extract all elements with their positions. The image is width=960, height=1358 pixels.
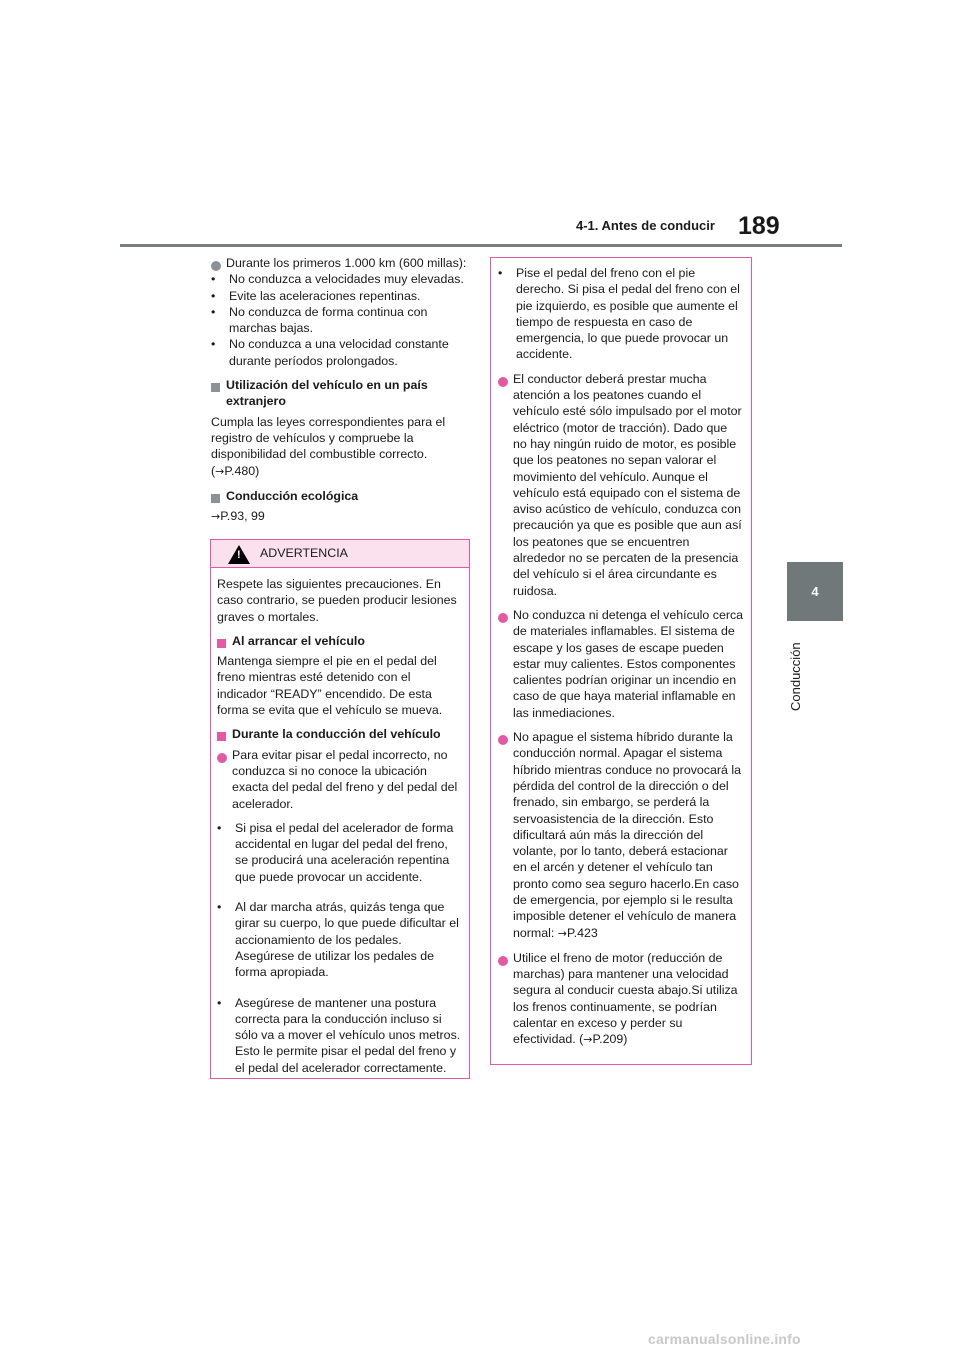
bullet-dot-icon (498, 377, 508, 387)
list-item: • Asegúrese de mantener una postura correcta para la conducción incluso si sólo va a mover el vehículo unos metros. Esto le permite pisar el pedal del freno y el pedal del acelerador correctamente. (217, 995, 461, 1075)
chapter-tab[interactable] (787, 562, 843, 621)
warning-box (210, 539, 470, 1079)
arrow-right-icon: → (583, 1033, 593, 1047)
hybrid-bullet: No apague el sistema híbrido durante la conducción normal. Apagar el sistema híbrido mientras conduce no provocará la pérdida del control de la dirección o del frenado, sin embargo, se perderá la servoasistencia de la dirección. Esto dificultará aún más la dirección del volante, por lo tanto, deberá estacionar en el arcén y detener el vehículo tan pronto como sea seguro hacerlo.En caso de emergencia, por ejemplo si le resulta imposible detener el vehículo de manera normal: →P.423 (498, 729, 744, 942)
break-in-section (211, 255, 473, 271)
page-reference-link[interactable]: P.93, 99 (220, 509, 265, 524)
arrow-right-icon: → (215, 464, 225, 478)
square-bullet-icon (217, 639, 226, 648)
bullet-dot-icon (217, 753, 227, 763)
watermark: carmanualsonline.info (648, 1331, 801, 1347)
break-in-heading: Durante los primeros 1.000 km (600 millas): (226, 256, 467, 270)
list-item: • Pise el pedal del freno con el pie derecho. Si pisa el pedal del freno con el pie izquierdo, es posible que aumente el tiempo de respuesta en caso de emergencia, lo que puede provocar un accidente. (498, 266, 740, 362)
bullet-dot-icon (498, 735, 508, 745)
warning-body (211, 568, 469, 1076)
arrow-right-icon: → (557, 926, 567, 940)
chapter-number: 4 (811, 584, 819, 599)
list-item: • Evite las aceleraciones repentinas. (211, 288, 421, 303)
warning-intro: Respete las siguientes precauciones. En caso contrario, se pueden producir lesiones graves o mortales. (217, 577, 457, 624)
warning-title: ADVERTENCIA (260, 546, 348, 560)
warning-continuation-box (490, 257, 752, 1065)
pedestrian-bullet: El conductor deberá prestar mucha atención a los peatones cuando el vehículo esté sólo impulsado por el motor eléctrico (motor de tracción). Dado que no hay ningún ruido de motor, es posible que los peatones no sepan valorar el movimiento del vehículo. Aunque el vehículo está equipado con el sistema de aviso acústico de vehículo, conduzca con precaución ya que es posible que aun así los peatones que se encuentren alrededor no se percaten de la presencia del vehículo si el área circundante es ruidosa. (498, 371, 744, 599)
header-rule (120, 244, 842, 247)
driving-bullet: Para evitar pisar el pedal incorrecto, no conduzca si no conoce la ubicación exacta del pedal del freno y del pedal del acelerador. (217, 747, 463, 812)
list-item: • Si pisa el pedal del acelerador de forma accidental en lugar del pedal del freno, se producirá una aceleración repentina que puede provocar un accidente. (217, 820, 454, 884)
eco-reference (211, 508, 473, 525)
start-heading: Al arrancar el vehículo (217, 633, 463, 649)
bullet-dot-icon (211, 261, 221, 271)
eco-heading: Conducción ecológica (211, 488, 473, 504)
list-item: • Al dar marcha atrás, quizás tenga que girar su cuerpo, lo que puede dificultar el accionamiento de los pedales. Asegúrese de utilizar los pedales de forma apropiada. (217, 900, 459, 980)
bullet-dot-icon (498, 956, 508, 966)
chapter-label: Conducción (788, 642, 803, 711)
abroad-heading: Utilización del vehículo en un país extranjero (211, 377, 473, 410)
left-column (211, 255, 473, 533)
square-bullet-icon (217, 732, 226, 741)
start-text: Mantenga siempre el pie en el pedal del freno mientras esté detenido con el indicador “READY” encendido. De esta forma se evita que el vehículo se mueva. (217, 654, 443, 718)
square-bullet-icon (211, 494, 220, 503)
engine-brake-bullet: Utilice el freno de motor (reducción de marchas) para mantener una velocidad segura al conducir cuesta abajo.Si utiliza los frenos continuamente, se podrían calentar en exceso y perder su efectividad. (→P.209) (498, 950, 744, 1049)
page-number: 189 (738, 212, 780, 240)
driving-heading: Durante la conducción del vehículo (217, 726, 463, 742)
page-reference-link[interactable]: P.209) (592, 1032, 628, 1047)
square-bullet-icon (211, 383, 220, 392)
arrow-right-icon: → (211, 510, 221, 524)
section-title: 4-1. Antes de conducir (576, 218, 715, 233)
warning-header: ! ADVERTENCIA (211, 540, 469, 568)
abroad-text: Cumpla las leyes correspondientes para el registro de vehículos y compruebe la disponibilidad del combustible correcto. (→P.480) (211, 414, 446, 478)
page-reference-link[interactable]: P.480) (224, 463, 260, 478)
flammable-bullet: No conduzca ni detenga el vehículo cerca de materiales inflamables. El sistema de escape y los gases de escape pueden estar muy calientes. Estos componentes calientes podrían originar un incendio en caso de que haya material inflamable en las inmediaciones. (498, 607, 744, 721)
list-item: • No conduzca a una velocidad constante durante períodos prolongados. (211, 337, 449, 368)
list-item: • No conduzca a velocidades muy elevadas. (211, 272, 464, 287)
bullet-dot-icon (498, 613, 508, 623)
list-item: • No conduzca de forma continua con marchas bajas. (211, 304, 428, 336)
page-reference-link[interactable]: P.423 (566, 925, 598, 940)
